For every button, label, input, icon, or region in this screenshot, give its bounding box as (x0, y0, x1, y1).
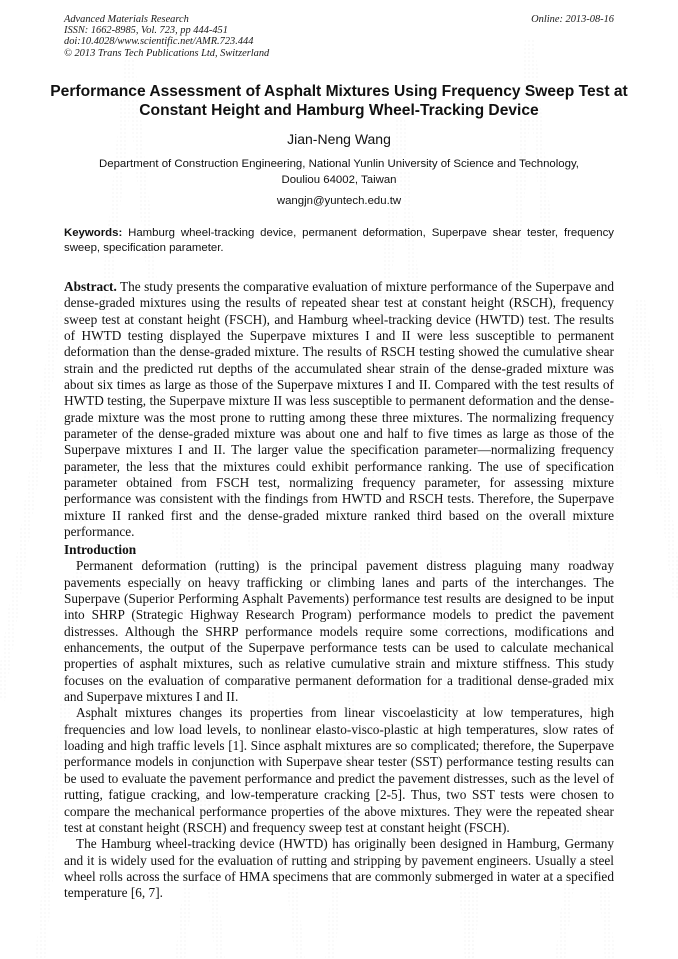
author-name: Jian-Neng Wang (287, 131, 391, 147)
affiliation-line-2: Douliou 64002, Taiwan (281, 174, 397, 186)
journal-name: Advanced Materials Research (64, 14, 189, 25)
issn-volume-pages: ISSN: 1662-8985, Vol. 723, pp 444-451 (64, 25, 228, 37)
publication-info (64, 14, 269, 59)
keywords-text: Hamburg wheel-tracking device, permanent deformation, Superpave shear tester, frequency sweep, specification parameter. (64, 227, 614, 254)
affiliation (50, 156, 628, 188)
copyright: © 2013 Trans Tech Publications Ltd, Switzerland (64, 47, 270, 59)
paragraph: The Hamburg wheel-tracking device (HWTD) has originally been designed in Hamburg, Germany and it is widely used for the evaluation of rutting and stripping by pavement engineers. Usually a steel wheel rolls across the surface of HMA specimens that are commonly submerged in water at a specified temperature [6, 7]. (64, 836, 614, 901)
author-email: wangjn@yuntech.edu.tw (276, 195, 402, 207)
section-heading: Introduction (64, 542, 137, 557)
introduction-section (64, 542, 614, 902)
abstract-label: Abstract. (64, 279, 117, 294)
abstract (64, 279, 614, 541)
online-date: Online: 2013-08-16 (531, 14, 614, 25)
paragraph: Asphalt mixtures changes its properties from linear viscoelasticity at low temperatures, high frequencies and low load levels, to nonlinear elasto-visco-plastic at high temperatures, slow rates of loading and high traffic levels [1]. Since asphalt mixtures are so complicated; therefore, the Superpave performance models in conjunction with Superpave shear tester (SST) performance testing results can be used to evaluate the pavement performance and predict the pavement distresses, such as the level of rutting, fatigue cracking, and low-temperature cracking [2-5]. Thus, two SST tests were chosen to compare the mechanical performance properties of the above mixtures. They were the repeated shear test at constant height (RSCH) and frequency sweep test at constant height (FSCH). (64, 705, 614, 835)
abstract-text: The study presents the comparative evaluation of mixture performance of the Superpave and dense-graded mixtures using the results of repeated shear test at constant height (RSCH), frequency sweep test at constant height (FSCH), and Hamburg wheel-tracking device (HWTD) test. The results of HWTD testing displayed the Superpave mixtures I and II were less susceptible to permanent deformation than the dense-graded mixture. The results of RSCH testing showed the cumulative shear strain and the predicted rut depths of the accumulated shear strain of the dense-graded mixture was about six times as large as those of the Superpave mixtures I and II. Compared with the test results of HWTD testing, the Superpave mixture II was less susceptible to permanent deformation and the dense-grade mixture was the most prone to rutting among these three mixtures. The normalizing frequency parameter of the dense-graded mixture was about one and half to five times as large as those of the Superpave mixtures I and II. The larger value the specification parameter—normalizing frequency parameter, the less that the mixtures could exhibit performance ranking. The use of specification parameter obtained from FSCH test, normalizing frequency parameter, for assessing mixture performance was consistent with the findings from HWTD and RSCH tests. Therefore, the Superpave mixture II ranked first and the dense-graded mixture ranked third based on the overall mixture performance. (64, 279, 614, 540)
doi: doi:10.4028/www.scientific.net/AMR.723.444 (64, 36, 254, 48)
paragraph: Permanent deformation (rutting) is the principal pavement distress plaguing many roadway pavements especially on heavy trafficking or climbing lanes and parts of the interchanges. The Superpave (Superior Performing Asphalt Pavements) performance test results are designed to be input into SHRP (Strategic Highway Research Program) performance models to predict the pavement distresses. Although the SHRP performance models require some corrections, modifications and enhancements, the output of the Superpave performance tests can be used to calculate mechanical properties of asphalt mixtures, such as relative cumulative strain and mixture stiffness. This study focuses on the evaluation of comparative permanent deformation for a traditional dense-graded mix and Superpave mixtures I and II. (64, 558, 614, 705)
affiliation-line-1: Department of Construction Engineering, National Yunlin University of Science and Technology, (99, 158, 579, 170)
keywords (64, 226, 614, 256)
keywords-label: Keywords: (64, 227, 123, 239)
paper-title: Performance Assessment of Asphalt Mixtures Using Frequency Sweep Test at Constant Height and Hamburg Wheel-Tracking Device (50, 83, 628, 119)
